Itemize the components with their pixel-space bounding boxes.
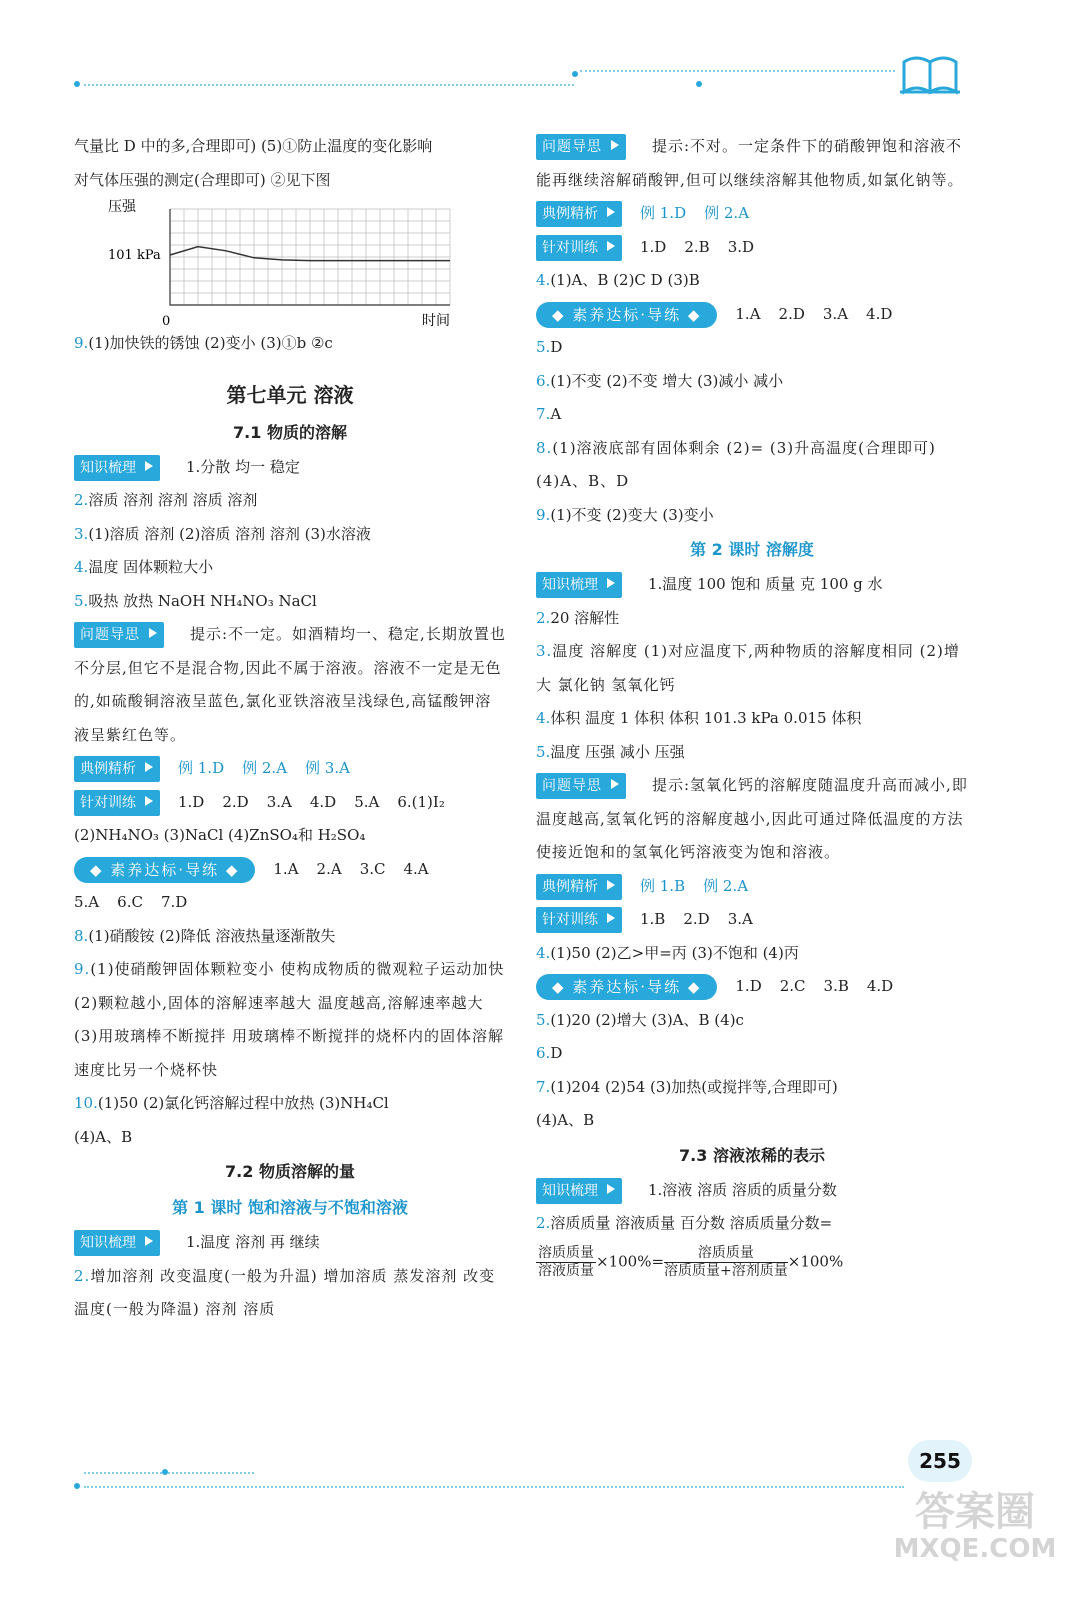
answer-item: 1.D	[178, 792, 205, 811]
item-number: 5.	[536, 338, 551, 356]
item-number: 2.	[536, 1214, 551, 1232]
hint-text: 提示:不对。一定条件下的硝酸钾饱和溶液不能再继续溶解硝酸钾,但可以继续溶解其他物质,如氯化钠等。	[536, 137, 964, 189]
answer-text: (1)不变 (2)不变 增大 (3)减小 减小	[550, 371, 784, 390]
section-title: 7.1 物质的溶解	[233, 422, 347, 442]
answer-text: 溶质 溶剂 溶剂 溶质 溶剂	[88, 491, 258, 509]
section-tag: 知识梳理	[74, 455, 160, 481]
text-line	[74, 585, 506, 619]
item-number: 5.	[536, 742, 551, 761]
paragraph	[74, 1260, 506, 1327]
text-line	[536, 1037, 968, 1071]
section-tag: 针对训练	[536, 235, 622, 261]
text-line	[536, 197, 968, 231]
item-number: 8.	[74, 926, 89, 945]
answer-text: 1.溶液 溶质 溶质的质量分数	[648, 1180, 837, 1199]
section-pill: ◆ 素养达标·导练 ◆	[536, 302, 717, 328]
answer-item: 3.A	[266, 792, 292, 811]
text-line	[536, 602, 968, 636]
text-line: (4)A、B	[74, 1127, 133, 1146]
header-dotted-rule	[84, 84, 574, 86]
item-number: 8.	[536, 438, 553, 457]
answer-item: 4.D	[309, 792, 337, 811]
section-tag: 知识梳理	[536, 572, 622, 598]
header-dot	[696, 81, 702, 87]
section-tag: 问题导思	[536, 773, 626, 799]
text-line	[536, 1004, 968, 1038]
item-number: 7.	[536, 405, 551, 423]
answer-item: 4.D	[866, 977, 894, 995]
section-tag: 针对训练	[74, 790, 160, 816]
item-number: 2.	[74, 491, 89, 509]
answer-item: 5.A	[354, 792, 380, 811]
origin-label: 0	[162, 314, 171, 327]
answer-item: 5.A	[74, 893, 100, 911]
text-line	[74, 327, 506, 361]
answer-text: 1.温度 溶剂 再 继续	[186, 1233, 320, 1251]
text-line: (4)A、B	[536, 1111, 595, 1129]
text-line: 对气体压强的测定(合理即可) ②见下图	[74, 170, 331, 189]
answer-text: (1)硝酸铵 (2)降低 溶液热量逐渐散失	[88, 926, 336, 945]
section-tag: 针对训练	[536, 907, 622, 933]
text-line	[74, 853, 506, 887]
paragraph	[74, 618, 506, 752]
answer-item: 1.A	[735, 304, 761, 323]
y-tick-label: 101 kPa	[108, 248, 161, 263]
item-number: 2.	[74, 1266, 91, 1285]
text-line	[536, 970, 968, 1004]
answer-item: 3.D	[727, 237, 755, 256]
example-answer: 例 1.D	[178, 759, 225, 777]
header-dot	[572, 71, 578, 77]
section-tag: 知识梳理	[536, 1178, 622, 1204]
denominator: 溶液质量	[538, 1262, 594, 1279]
text-line	[74, 886, 506, 920]
answer-text: 体积 温度 1 体积 体积 101.3 kPa 0.015 体积	[550, 709, 862, 727]
answer-item: 3.A	[727, 910, 753, 928]
paragraph	[536, 432, 968, 499]
section-pill: ◆ 素养达标·导练 ◆	[74, 857, 255, 883]
text-line	[536, 702, 968, 736]
text-line: 气量比 D 中的多,合理即可) (5)①防止温度的变化影响	[74, 137, 433, 155]
answer-text: (1)加快铁的锈蚀 (2)变小 (3)①b ②c	[88, 334, 333, 352]
answer-item: 3.A	[822, 304, 849, 323]
y-axis-label: 压强	[108, 199, 136, 215]
answer-item: 4.D	[866, 304, 893, 323]
answer-text: D	[550, 338, 563, 356]
answer-item: 2.D	[778, 304, 805, 323]
answer-text: (1)溶质 溶剂 (2)溶质 溶剂 溶剂 (3)水溶液	[88, 524, 371, 543]
answer-text: 增加溶剂 改变温度(一般为升温) 增加溶质 蒸发溶剂 改变温度(一般为降温) 溶剂 溶质	[74, 1266, 496, 1318]
answer-item: 2.D	[683, 910, 710, 928]
lesson-title: 第 1 课时 饱和溶液与不饱和溶液	[172, 1198, 408, 1217]
answer-item: 2.D	[222, 792, 249, 811]
text-line	[74, 451, 506, 485]
formula-operator: ×100%	[787, 1252, 844, 1270]
paragraph	[536, 635, 968, 702]
text-line	[536, 1071, 968, 1105]
answer-text: 温度 固体颗粒大小	[88, 558, 214, 576]
mass-fraction-formula	[536, 1245, 968, 1280]
text-line	[74, 551, 506, 585]
page-number: 255	[908, 1440, 972, 1482]
text-line	[536, 1174, 968, 1208]
paragraph	[74, 953, 506, 1087]
text-line	[536, 365, 968, 399]
answer-item: 2.C	[779, 977, 806, 995]
watermark-logo-text: 答案圈	[915, 1489, 1035, 1535]
text-line	[536, 1207, 968, 1241]
answer-text: (1)A、B (2)C D (3)B	[550, 271, 700, 289]
section-title: 7.3 溶液浓稀的表示	[679, 1145, 825, 1165]
item-number: 6.	[536, 1044, 551, 1062]
lesson-title: 第 2 课时 溶解度	[690, 540, 814, 559]
item-number: 3.	[536, 642, 553, 660]
text-line	[74, 786, 506, 820]
header-dotted-rule	[580, 70, 895, 72]
answer-text: 温度 溶解度 (1)对应温度下,两种物质的溶解度相同 (2)增大 氯化钠 氢氧化钙	[536, 642, 960, 694]
answer-text: D	[550, 1044, 563, 1062]
answer-text: (1)50 (2)乙>甲=丙 (3)不饱和 (4)丙	[550, 943, 799, 962]
answer-text: A	[550, 405, 562, 423]
answer-text: (1)不变 (2)变大 (3)变小	[550, 505, 714, 524]
answer-text: (1)溶液底部有固体剩余 (2)= (3)升高温度(合理即可) (4)A、B、D	[536, 438, 936, 490]
answer-item: 7.D	[160, 893, 188, 911]
answer-item: 2.B	[684, 237, 710, 256]
fraction	[536, 1245, 596, 1280]
text-line	[536, 298, 968, 332]
paragraph	[536, 130, 968, 197]
formula-operator: ×100%=	[596, 1252, 665, 1270]
example-answer: 例 2.A	[704, 204, 750, 222]
item-number: 5.	[536, 1010, 551, 1029]
text-line	[536, 231, 968, 265]
watermark	[880, 1490, 1070, 1564]
answer-item: 4.A	[403, 859, 429, 878]
hint-text: 提示:不一定。如酒精均一、稳定,长期放置也不分层,但它不是混合物,因此不属于溶液。溶液不一定是无色的,如硫酸铜溶液呈蓝色,氯化亚铁溶液呈浅绿色,高锰酸钾溶液呈紫红色等。	[74, 625, 506, 744]
answer-item: 3.C	[359, 859, 386, 878]
fraction	[664, 1245, 788, 1280]
header-dot	[74, 81, 80, 87]
item-number: 4.	[536, 271, 551, 289]
section-tag: 典例精析	[536, 874, 622, 900]
answer-item: 3.B	[823, 977, 849, 995]
answer-text: 溶质质量 溶液质量 百分数 溶质质量分数=	[550, 1214, 833, 1232]
item-number: 10.	[74, 1094, 98, 1112]
item-number: 4.	[536, 709, 551, 727]
text-line	[74, 1226, 506, 1260]
section-pill: ◆ 素养达标·导练 ◆	[536, 974, 717, 1000]
text-line: (2)NH₄NO₃ (3)NaCl (4)ZnSO₄和 H₂SO₄	[74, 826, 366, 844]
denominator: 溶质质量+溶剂质量	[664, 1262, 788, 1279]
example-answer: 例 1.B	[640, 876, 686, 895]
answer-item: 1.A	[273, 859, 299, 878]
answer-text: (1)50 (2)氯化钙溶解过程中放热 (3)NH₄Cl	[97, 1094, 389, 1112]
answer-text: 1.分散 均一 稳定	[186, 457, 300, 476]
x-axis-label: 时间	[422, 313, 450, 327]
item-number: 9.	[74, 960, 91, 978]
text-line	[536, 499, 968, 533]
answer-item: 6.C	[117, 893, 143, 911]
text-line	[74, 518, 506, 552]
footer-dotted-rule	[84, 1472, 254, 1474]
numerator: 溶质质量	[538, 1244, 594, 1261]
answer-item: 1.D	[640, 237, 667, 256]
text-line	[536, 736, 968, 770]
hint-text: 提示:氢氧化钙的溶解度随温度升高而减小,即温度越高,氢氧化钙的溶解度越小,因此可通过降低温度的方法使接近饱和的氢氧化钙溶液变为饱和溶液。	[536, 776, 968, 861]
item-number: 2.	[536, 608, 551, 627]
section-tag: 知识梳理	[74, 1230, 160, 1256]
answer-text: (1)204 (2)54 (3)加热(或搅拌等,合理即可)	[550, 1077, 838, 1096]
text-line	[536, 903, 968, 937]
answer-text: (1)使硝酸钾固体颗粒变小 使构成物质的微观粒子运动加快 (2)颗粒越小,固体的溶解速率越大 温度越高,溶解速率越大 (3)用玻璃棒不断搅拌 用玻璃棒不断搅拌的烧杯内的固体溶解速度比另一个烧杯快	[74, 960, 505, 1079]
chart-grid	[170, 209, 450, 305]
item-number: 9.	[74, 334, 89, 352]
right-column	[536, 130, 968, 1280]
answer-text: 吸热 放热 NaOH NH₄NO₃ NaCl	[88, 591, 317, 610]
text-line	[536, 870, 968, 904]
item-number: 7.	[536, 1077, 551, 1096]
paragraph	[536, 769, 968, 870]
chart-svg	[74, 197, 474, 327]
section-tag: 典例精析	[74, 756, 160, 782]
example-answer: 例 1.D	[640, 204, 687, 222]
item-number: 4.	[74, 558, 89, 576]
left-column	[74, 130, 506, 1327]
answer-text: (1)20 (2)增大 (3)A、B (4)c	[550, 1010, 744, 1029]
section-tag: 典例精析	[536, 201, 622, 227]
example-answer: 例 2.A	[242, 759, 288, 777]
text-line	[536, 264, 968, 298]
text-line	[74, 1087, 506, 1121]
text-line	[536, 398, 968, 432]
item-number: 4.	[536, 943, 551, 962]
answer-item: 1.B	[640, 910, 666, 928]
footer-dot	[74, 1483, 80, 1489]
item-number: 6.	[536, 371, 551, 390]
example-answer: 例 3.A	[305, 759, 350, 777]
text-line	[74, 920, 506, 954]
footer-dotted-rule	[84, 1486, 904, 1488]
item-number: 3.	[74, 524, 89, 543]
answer-text: 1.温度 100 饱和 质量 克 100 g 水	[648, 575, 883, 593]
text-line	[74, 752, 506, 786]
text-line	[536, 937, 968, 971]
unit-title: 第七单元 溶液	[226, 382, 354, 407]
section-tag: 问题导思	[536, 134, 626, 160]
watermark-url: MXQE.COM	[893, 1534, 1057, 1564]
section-tag: 问题导思	[74, 622, 164, 648]
item-number: 9.	[536, 505, 551, 524]
answer-text: 温度 压强 减小 压强	[550, 742, 685, 761]
item-number: 5.	[74, 591, 89, 610]
numerator: 溶质质量	[664, 1245, 788, 1263]
example-answer: 例 2.A	[703, 876, 749, 895]
text-line	[536, 568, 968, 602]
answer-text: 20 溶解性	[550, 608, 620, 627]
answer-item: 2.A	[316, 859, 342, 878]
footer-dot	[162, 1469, 168, 1475]
text-line	[536, 331, 968, 365]
text-line	[74, 484, 506, 518]
book-icon	[898, 48, 962, 96]
section-title: 7.2 物质溶解的量	[225, 1162, 355, 1181]
pressure-time-chart	[74, 197, 506, 327]
answer-item: 6.(1)I₂	[397, 792, 445, 811]
answer-item: 1.D	[735, 977, 762, 995]
